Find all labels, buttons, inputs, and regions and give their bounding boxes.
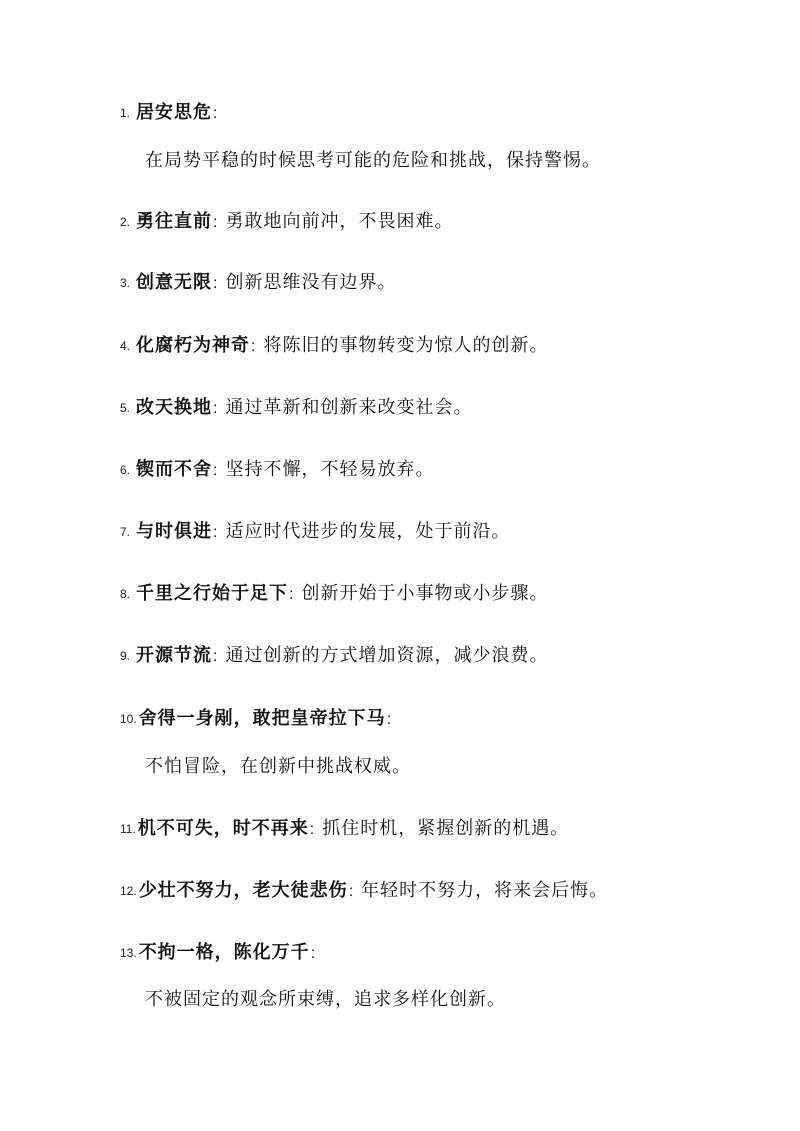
item-number: 1. [120,106,131,120]
item-term: 少壮不努力，老大徒悲伤 [138,880,348,901]
item-number: 2. [120,215,131,229]
item-colon: : [289,586,294,603]
item-term: 不拘一格，陈化万千 [138,942,310,963]
item-term: 舍得一身剐，敢把皇帝拉下马 [138,708,386,729]
item-definition: 将陈旧的事物转变为惊人的创新。 [263,335,549,356]
list-item [120,582,780,607]
list-item [120,210,780,235]
item-colon: : [348,883,354,900]
item-definition: 不怕冒险，在创新中挑战权威。 [145,756,411,777]
item-colon: : [213,400,218,417]
item-colon: : [213,462,218,479]
list-item [120,458,780,483]
item-number: 4. [120,339,131,353]
item-definition: 在局势平稳的时候思考可能的危险和挑战，保持警惕。 [145,150,601,171]
item-term: 化腐朽为神奇 [136,335,251,356]
item-definition: 通过革新和创新来改变社会。 [225,397,473,418]
item-number: 13. [120,946,137,960]
list-item [120,879,780,904]
item-definition: 通过创新的方式增加资源，减少浪费。 [225,645,549,666]
item-colon: : [251,338,256,355]
item-colon: : [213,275,218,292]
item-number: 6. [120,463,131,477]
item-definition: 不被固定的观念所束缚，追求多样化创新。 [145,989,506,1010]
item-definition: 适应时代进步的发展，处于前沿。 [225,521,511,542]
list-item [120,707,780,732]
item-definition: 年轻时不努力，将来会后悔。 [361,880,609,901]
item-term: 千里之行始于足下 [136,583,289,604]
item-number: 9. [120,649,131,663]
item-term: 与时俱进 [136,521,213,542]
item-number: 11. [120,822,136,836]
list-item [120,520,780,545]
list-item [120,101,780,126]
item-colon: : [309,821,315,838]
item-term: 锲而不舍 [136,459,213,480]
item-colon: : [213,214,218,231]
item-colon: : [310,945,316,962]
list-item [120,396,780,421]
list-item [120,334,780,359]
list-item [120,941,780,966]
item-number: 12. [120,884,137,898]
item-definition: 抓住时机，紧握创新的机遇。 [322,818,570,839]
item-number: 3. [120,276,131,290]
item-number: 10. [120,712,137,726]
item-colon: : [213,524,218,541]
list-item [120,271,780,296]
item-definition: 创新思维没有边界。 [225,272,397,293]
item-number: 8. [120,587,131,601]
item-definition: 勇敢地向前冲，不畏困难。 [225,211,454,232]
item-colon: : [386,711,392,728]
item-term: 改天换地 [136,397,213,418]
list-item [120,644,780,669]
item-term: 居安思危 [136,102,213,123]
item-definition: 坚持不懈，不轻易放弃。 [225,459,435,480]
item-number: 5. [120,401,131,415]
item-definition: 创新开始于小事物或小步骤。 [301,583,549,604]
item-colon: : [213,105,218,122]
list-item [120,817,780,842]
item-term: 勇往直前 [136,211,213,232]
item-term: 开源节流 [136,645,213,666]
item-term: 机不可失，时不再来 [137,818,309,839]
item-number: 7. [120,525,131,539]
item-term: 创意无限 [136,272,213,293]
item-colon: : [213,648,218,665]
